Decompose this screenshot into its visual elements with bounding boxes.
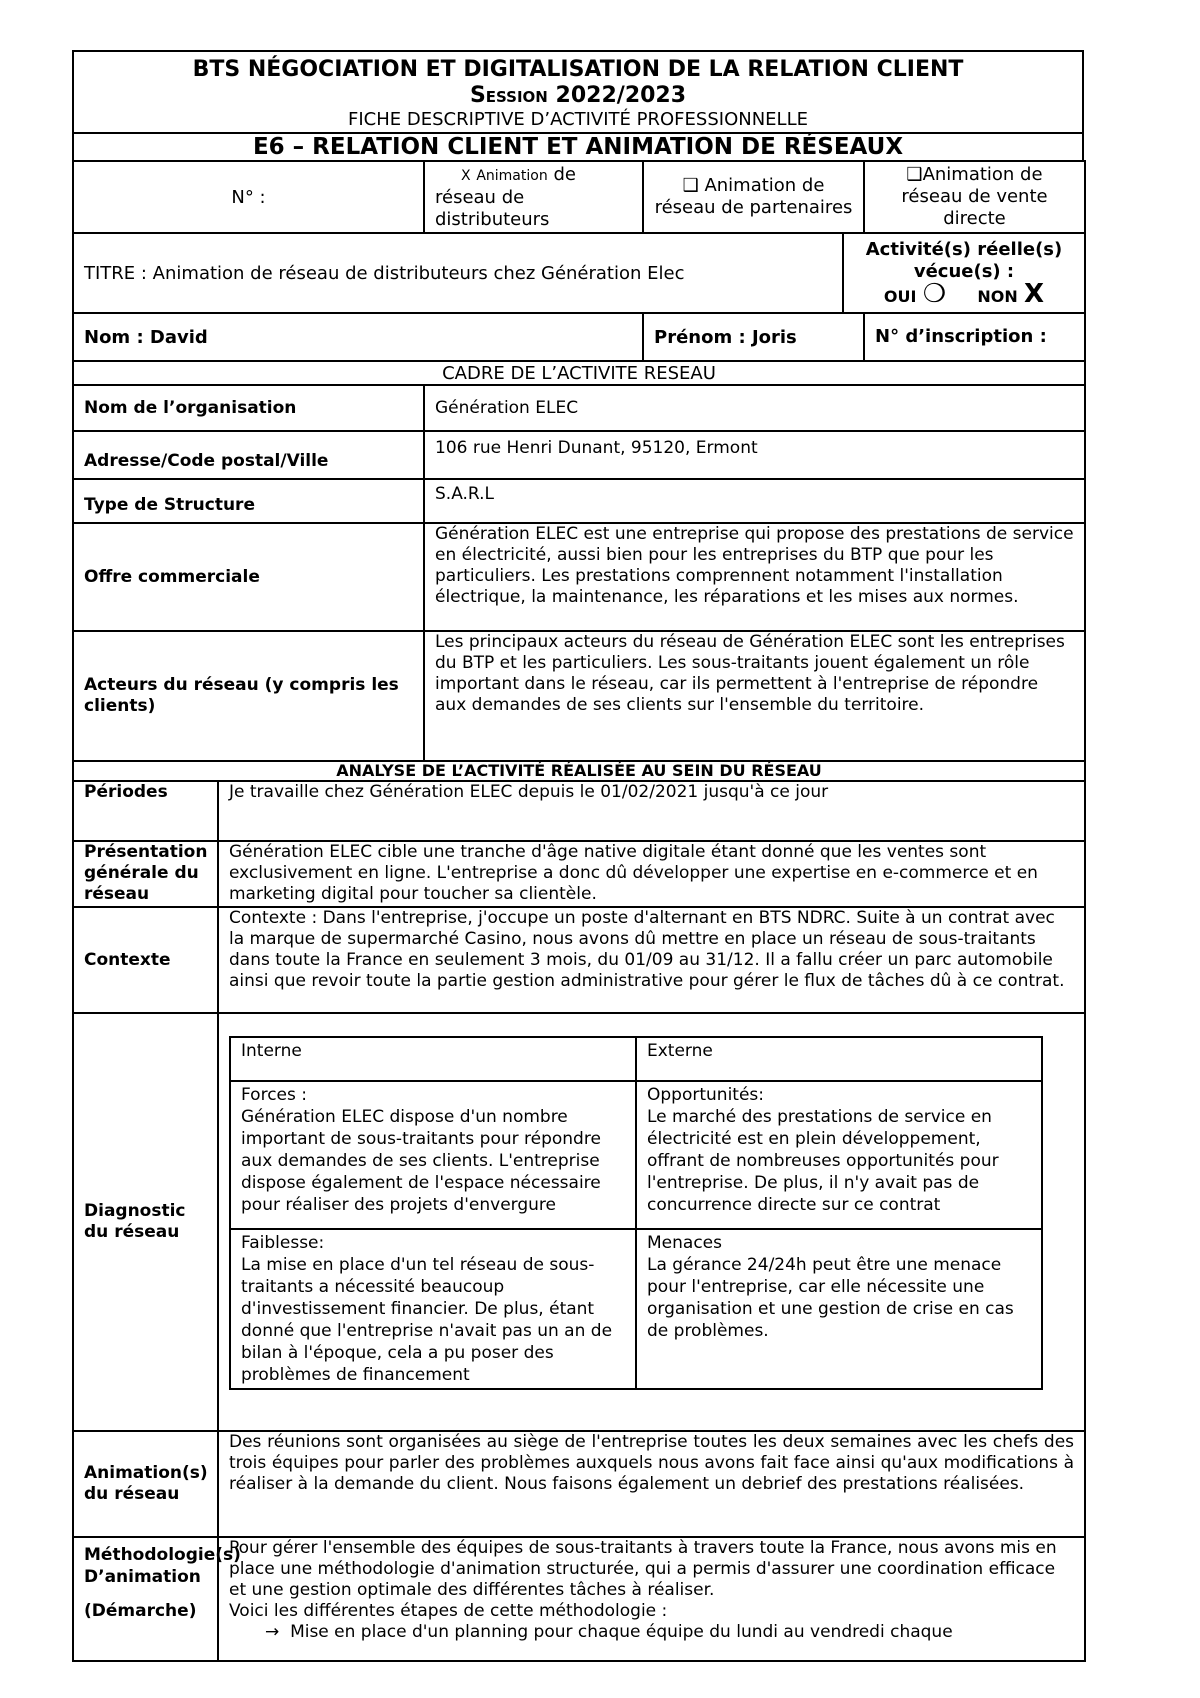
option-vente-directe[interactable]: ❑Animation de réseau de vente directe bbox=[864, 161, 1085, 233]
analyse-table bbox=[72, 760, 1086, 1662]
inscription-cell: N° d’inscription : bbox=[864, 313, 1085, 361]
header-table bbox=[72, 50, 1084, 162]
contexte-label: Contexte bbox=[73, 907, 218, 1013]
periodes-label: Périodes bbox=[73, 781, 218, 841]
contexte-value: Contexte : Dans l'entreprise, j'occupe un poste d'alternant en BTS NDRC. Suite à un contrat avec la marque de supermarché Casino, nous avons dû mettre en place un réseau de sous-traitants dans toute la France en seulement 3 mois, du 01/09 au 31/12. Il a fallu créer un parc automobile ainsi que revoir toute la partie gestion administrative pour gérer le flux de tâches dû à ce contrat. bbox=[218, 907, 1085, 1013]
animation-value: Des réunions sont organisées au siège de l'entreprise toutes les deux semaines avec les chefs des trois équipes pour parler des problèmes auxquels nous avons fait face ainsi qu'aux modifications à réaliser à la demande du client. Nous faisons également un debrief des prestations réalisées. bbox=[218, 1431, 1085, 1537]
methodo-label: Méthodologie(s) D’animation (Démarche) bbox=[73, 1537, 218, 1661]
cadre-label-offre: Offre commerciale bbox=[73, 523, 424, 631]
methodo-value: Pour gérer l'ensemble des équipes de sous-traitants à travers toute la France, nous avons mis en place une méthodologie d'animation structurée, qui a permis d'assurer une coordination efficace et une gestion optimale des différentes tâches à réaliser. Voici les différentes étapes de cette méthodologie : → Mise en place d'un planning pour chaque équipe du lundi au vendredi chaque bbox=[218, 1537, 1085, 1661]
periodes-value: Je travaille chez Génération ELEC depuis le 01/02/2021 jusqu'à ce jour bbox=[218, 781, 1085, 841]
radio-circle-icon[interactable]: ❍ bbox=[922, 278, 947, 309]
header-block bbox=[73, 51, 1083, 133]
swot-faiblesse: Faiblesse: La mise en place d'un tel réseau de sous-traitants a nécessité beaucoup d'investissement financier. De plus, étant donné que l'entreprise n'avait pas un an de bilan à l'époque, cela a pu poser des problèmes de financement bbox=[230, 1229, 636, 1389]
swot-interne-header: Interne bbox=[230, 1037, 636, 1081]
cadre-value-structure: S.A.R.L bbox=[424, 479, 1085, 523]
cadre-label-adresse: Adresse/Code postal/Ville bbox=[73, 431, 424, 479]
presentation-value: Génération ELEC cible une tranche d'âge native digitale étant donné que les ventes sont exclusivement en ligne. L'entreprise a donc dû développer une expertise en e-commerce et en marketing digital pour toucher sa clientèle. bbox=[218, 841, 1085, 907]
arrow-right-icon: → bbox=[265, 1622, 280, 1642]
epreuve-title: E6 – RELATION CLIENT ET ANIMATION DE RÉSEAUX bbox=[73, 133, 1083, 161]
titre-table bbox=[72, 232, 1086, 314]
nom-cell: Nom : David bbox=[73, 313, 643, 361]
swot-table bbox=[229, 1036, 1043, 1390]
checkbox-checked-icon: X bbox=[461, 167, 471, 184]
diagnostic-label: Diagnostic du réseau bbox=[73, 1013, 218, 1431]
prenom-cell: Prénom : Joris bbox=[643, 313, 864, 361]
sheet-subtitle: FICHE DESCRIPTIVE D’ACTIVITÉ PROFESSIONNELLE bbox=[348, 109, 808, 130]
numero-cell: N° : bbox=[73, 161, 424, 233]
methodo-bullet: → Mise en place d'un planning pour chaque équipe du lundi au vendredi chaque bbox=[265, 1622, 953, 1642]
cadre-label-acteurs: Acteurs du réseau (y compris les clients) bbox=[73, 631, 424, 761]
titre-cell: TITRE : Animation de réseau de distributeurs chez Génération Elec bbox=[73, 233, 843, 313]
cross-mark-icon[interactable]: X bbox=[1024, 278, 1045, 309]
analyse-title: ANALYSE DE L’ACTIVITÉ RÉALISÉE AU SEIN DU RÉSEAU bbox=[73, 761, 1085, 781]
activity-sheet bbox=[72, 50, 1084, 1662]
cadre-label-organisation: Nom de l’organisation bbox=[73, 385, 424, 431]
cadre-value-adresse: 106 rue Henri Dunant, 95120, Ermont bbox=[424, 431, 1085, 479]
cadre-value-organisation: Génération ELEC bbox=[424, 385, 1085, 431]
diagnostic-cell bbox=[218, 1013, 1085, 1431]
cadre-value-acteurs: Les principaux acteurs du réseau de Génération ELEC sont les entreprises du BTP et les particuliers. Les sous-traitants jouent également un rôle important dans le réseau, car ils permettent à l'entreprise de répondre aux demandes de ses clients sur l'ensemble du territoire. bbox=[424, 631, 1085, 761]
animation-label: Animation(s) du réseau bbox=[73, 1431, 218, 1537]
cadre-value-offre: Génération ELEC est une entreprise qui propose des prestations de service en électricité, aussi bien pour les entreprises du BTP que pour les particuliers. Les prestations comprennent notamment l'installation électrique, la maintenance, les réparations et les mises aux normes. bbox=[424, 523, 1085, 631]
options-table bbox=[72, 160, 1086, 234]
activite-cell: Activité(s) réelle(s) vécue(s) : OUI ❍ NON X bbox=[843, 233, 1085, 313]
swot-menaces: Menaces La gérance 24/24h peut être une menace pour l'entreprise, car elle nécessite une organisation et une gestion de crise en cas de problèmes. bbox=[636, 1229, 1042, 1389]
session-line: Session 2022/2023 bbox=[469, 83, 687, 108]
swot-externe-header: Externe bbox=[636, 1037, 1042, 1081]
checkbox-empty-icon: ❑ bbox=[906, 164, 923, 185]
option-distributeurs[interactable]: X Animation de réseau de distributeurs bbox=[424, 161, 643, 233]
option-partenaires[interactable]: ❑ Animation de réseau de partenaires bbox=[643, 161, 864, 233]
swot-forces: Forces : Génération ELEC dispose d'un nombre important de sous-traitants pour répondre aux demandes de ses clients. L'entreprise dispose également de l'espace nécessaire pour réaliser des projets d'envergure bbox=[230, 1081, 636, 1229]
cadre-title: CADRE DE L’ACTIVITE RESEAU bbox=[73, 361, 1085, 385]
exam-title: BTS NÉGOCIATION ET DIGITALISATION DE LA RELATION CLIENT bbox=[192, 57, 964, 82]
identity-table bbox=[72, 312, 1086, 362]
presentation-label: Présentation générale du réseau bbox=[73, 841, 218, 907]
cadre-table bbox=[72, 360, 1086, 762]
cadre-label-structure: Type de Structure bbox=[73, 479, 424, 523]
swot-opportunites: Opportunités: Le marché des prestations de service en électricité est en plein développement, offrant de nombreuses opportunités pour l'entreprise. De plus, il n'y avait pas de concurrence directe sur ce contrat bbox=[636, 1081, 1042, 1229]
checkbox-empty-icon: ❑ bbox=[682, 175, 699, 196]
